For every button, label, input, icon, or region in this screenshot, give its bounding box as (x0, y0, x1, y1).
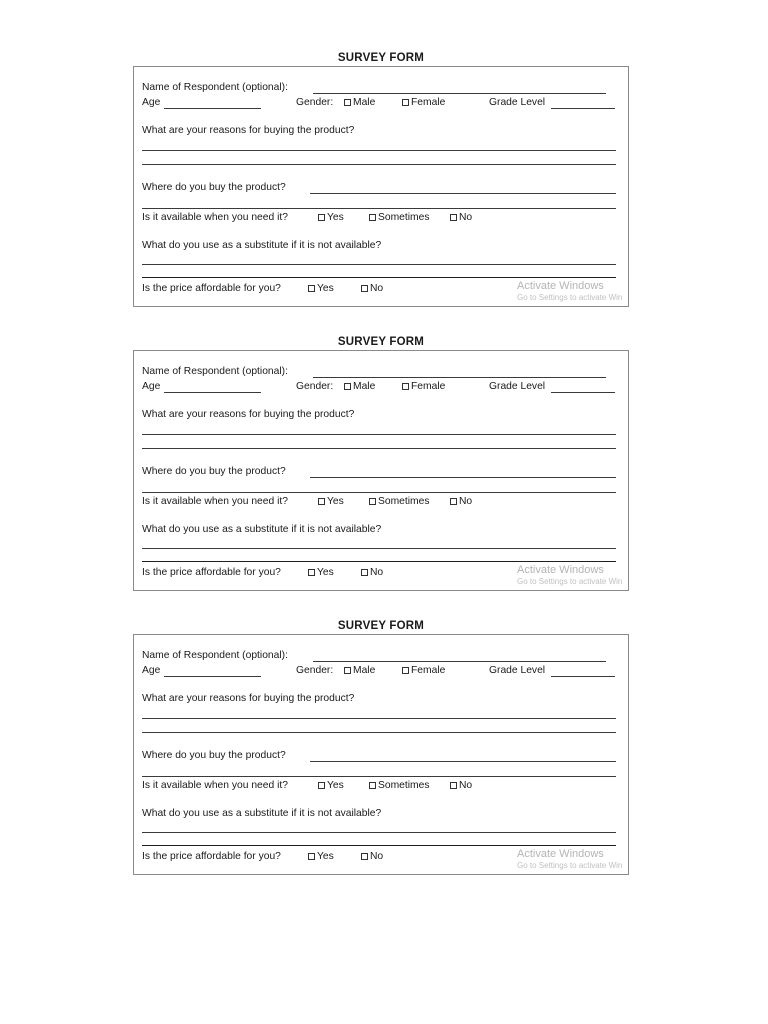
respondent-name-label: Name of Respondent (optional): (142, 366, 288, 377)
reasons-question: What are your reasons for buying the product? (142, 693, 355, 704)
where-answer-line-2[interactable] (142, 208, 616, 209)
available-no-option[interactable] (450, 780, 472, 792)
yes-label: Yes (317, 283, 334, 294)
age-label: Age (142, 665, 161, 676)
activate-windows-hint: Go to Settings to activate Win (517, 293, 623, 302)
female-checkbox[interactable] (402, 667, 409, 674)
yes-checkbox[interactable] (318, 498, 325, 505)
substitute-answer-line-1[interactable] (142, 264, 616, 265)
respondent-name-field[interactable] (313, 93, 606, 94)
substitute-answer-line-2[interactable] (142, 561, 616, 562)
survey-form-2 (133, 336, 629, 590)
female-option[interactable] (402, 665, 445, 677)
activate-windows-hint: Go to Settings to activate Win (517, 861, 623, 870)
female-option[interactable] (402, 97, 445, 109)
reasons-answer-line-2[interactable] (142, 448, 616, 449)
no-label: No (459, 496, 473, 507)
where-answer-field[interactable] (310, 761, 616, 762)
age-label: Age (142, 381, 161, 392)
substitute-answer-line-2[interactable] (142, 277, 616, 278)
respondent-name-field[interactable] (313, 661, 606, 662)
sometimes-checkbox[interactable] (369, 498, 376, 505)
respondent-name-label: Name of Respondent (optional): (142, 82, 288, 93)
substitute-answer-line-1[interactable] (142, 548, 616, 549)
female-label: Female (411, 665, 446, 676)
no-label: No (459, 212, 473, 223)
sometimes-checkbox[interactable] (369, 214, 376, 221)
respondent-name-field[interactable] (313, 377, 606, 378)
no-checkbox[interactable] (450, 782, 457, 789)
price-question: Is the price affordable for you? (142, 283, 281, 294)
no-checkbox[interactable] (361, 569, 368, 576)
male-checkbox[interactable] (344, 383, 351, 390)
substitute-answer-line-1[interactable] (142, 832, 616, 833)
price-yes-option[interactable] (308, 283, 334, 295)
where-question: Where do you buy the product? (142, 182, 286, 193)
grade-level-field[interactable] (551, 108, 615, 109)
yes-checkbox[interactable] (318, 782, 325, 789)
activate-windows-hint: Go to Settings to activate Win (517, 577, 623, 586)
grade-level-field[interactable] (551, 676, 615, 677)
available-question: Is it available when you need it? (142, 780, 288, 791)
no-label: No (370, 283, 384, 294)
survey-form-1 (133, 52, 629, 306)
where-answer-line-2[interactable] (142, 776, 616, 777)
available-sometimes-option[interactable] (369, 780, 430, 792)
male-checkbox[interactable] (344, 99, 351, 106)
reasons-question: What are your reasons for buying the product? (142, 409, 355, 420)
where-answer-field[interactable] (310, 193, 616, 194)
male-option[interactable] (344, 97, 375, 109)
available-question: Is it available when you need it? (142, 496, 288, 507)
where-answer-field[interactable] (310, 477, 616, 478)
available-question: Is it available when you need it? (142, 212, 288, 223)
grade-level-field[interactable] (551, 392, 615, 393)
reasons-question: What are your reasons for buying the product? (142, 125, 355, 136)
reasons-answer-line-1[interactable] (142, 718, 616, 719)
reasons-answer-line-2[interactable] (142, 164, 616, 165)
yes-label: Yes (317, 567, 334, 578)
available-no-option[interactable] (450, 212, 472, 224)
available-sometimes-option[interactable] (369, 496, 430, 508)
where-question: Where do you buy the product? (142, 466, 286, 477)
grade-level-label: Grade Level (489, 381, 546, 392)
female-option[interactable] (402, 381, 445, 393)
yes-label: Yes (317, 851, 334, 862)
female-label: Female (411, 381, 446, 392)
available-yes-option[interactable] (318, 496, 344, 508)
activate-windows-watermark: Activate Windows (517, 564, 604, 576)
male-option[interactable] (344, 665, 375, 677)
male-label: Male (353, 665, 376, 676)
male-checkbox[interactable] (344, 667, 351, 674)
reasons-answer-line-1[interactable] (142, 150, 616, 151)
substitute-answer-line-2[interactable] (142, 845, 616, 846)
age-field[interactable] (164, 392, 261, 393)
no-label: No (370, 567, 384, 578)
age-field[interactable] (164, 676, 261, 677)
form-title: SURVEY FORM (337, 620, 425, 632)
no-checkbox[interactable] (450, 498, 457, 505)
yes-checkbox[interactable] (318, 214, 325, 221)
age-field[interactable] (164, 108, 261, 109)
sometimes-label: Sometimes (378, 780, 430, 791)
gender-label: Gender: (296, 665, 334, 676)
male-label: Male (353, 381, 376, 392)
reasons-answer-line-1[interactable] (142, 434, 616, 435)
price-yes-option[interactable] (308, 851, 334, 863)
price-no-option[interactable] (361, 567, 383, 579)
reasons-answer-line-2[interactable] (142, 732, 616, 733)
price-no-option[interactable] (361, 851, 383, 863)
no-checkbox[interactable] (361, 853, 368, 860)
yes-label: Yes (327, 496, 344, 507)
form-title: SURVEY FORM (337, 336, 425, 348)
price-no-option[interactable] (361, 283, 383, 295)
female-checkbox[interactable] (402, 99, 409, 106)
yes-checkbox[interactable] (308, 285, 315, 292)
yes-label: Yes (327, 780, 344, 791)
price-question: Is the price affordable for you? (142, 851, 281, 862)
sometimes-checkbox[interactable] (369, 782, 376, 789)
yes-checkbox[interactable] (308, 569, 315, 576)
no-checkbox[interactable] (361, 285, 368, 292)
grade-level-label: Grade Level (489, 97, 546, 108)
substitute-question: What do you use as a substitute if it is not available? (142, 808, 382, 819)
substitute-question: What do you use as a substitute if it is not available? (142, 240, 382, 251)
available-yes-option[interactable] (318, 212, 344, 224)
age-label: Age (142, 97, 161, 108)
form-title: SURVEY FORM (337, 52, 425, 64)
available-sometimes-option[interactable] (369, 212, 430, 224)
gender-label: Gender: (296, 381, 334, 392)
available-yes-option[interactable] (318, 780, 344, 792)
male-label: Male (353, 97, 376, 108)
substitute-question: What do you use as a substitute if it is not available? (142, 524, 382, 535)
sometimes-label: Sometimes (378, 496, 430, 507)
no-checkbox[interactable] (450, 214, 457, 221)
activate-windows-watermark: Activate Windows (517, 848, 604, 860)
price-yes-option[interactable] (308, 567, 334, 579)
price-question: Is the price affordable for you? (142, 567, 281, 578)
activate-windows-watermark: Activate Windows (517, 280, 604, 292)
where-question: Where do you buy the product? (142, 750, 286, 761)
female-label: Female (411, 97, 446, 108)
available-no-option[interactable] (450, 496, 472, 508)
female-checkbox[interactable] (402, 383, 409, 390)
where-answer-line-2[interactable] (142, 492, 616, 493)
survey-form-3 (133, 620, 629, 874)
sometimes-label: Sometimes (378, 212, 430, 223)
grade-level-label: Grade Level (489, 665, 546, 676)
gender-label: Gender: (296, 97, 334, 108)
respondent-name-label: Name of Respondent (optional): (142, 650, 288, 661)
no-label: No (459, 780, 473, 791)
yes-checkbox[interactable] (308, 853, 315, 860)
no-label: No (370, 851, 384, 862)
yes-label: Yes (327, 212, 344, 223)
male-option[interactable] (344, 381, 375, 393)
